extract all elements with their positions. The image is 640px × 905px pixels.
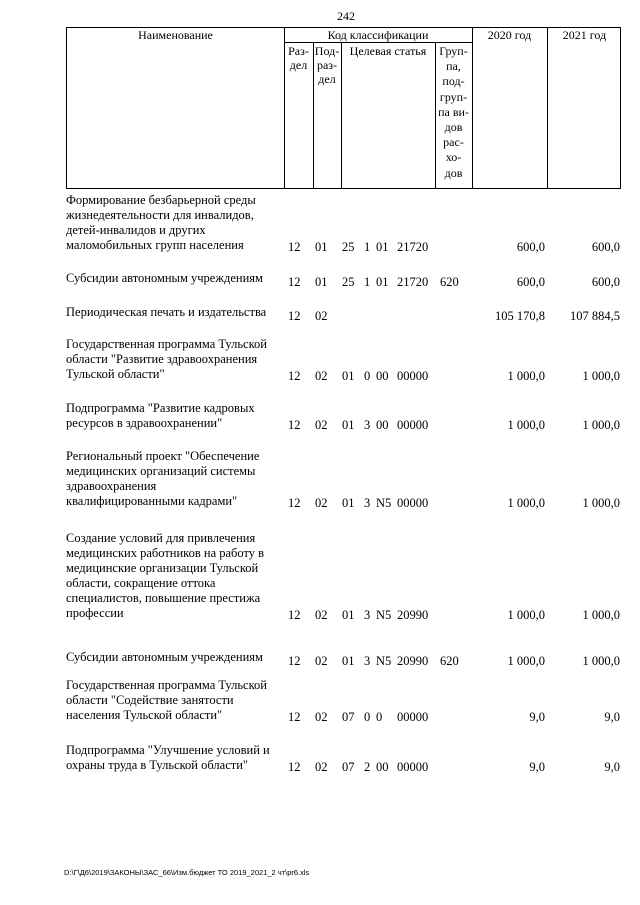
file-path-footer: D:\Г\Д6\2019\ЗАКОНЫ\ЗАС_66\Изм.бюджет ТО 2019_2021_2 чт\pr6.xls [64, 868, 310, 877]
cell-podrazdel: 02 [315, 369, 328, 383]
divider [547, 28, 548, 189]
header-subsection-line: раз- [316, 58, 338, 72]
cell-cs-program: 07 [342, 710, 355, 724]
header-expense-group-line: па, [446, 59, 461, 74]
cell-cs-program: 01 [342, 418, 355, 432]
cell-2021: 107 884,5 [570, 309, 620, 323]
cell-cs-event: N5 [376, 608, 392, 622]
cell-cs-subprogram: 3 [364, 654, 371, 668]
row-name: Государственная программа Тульской области "Развитие здравоохранения Тульской области" [66, 337, 267, 381]
cell-2021: 1 000,0 [582, 418, 620, 432]
cell-2020: 1 000,0 [507, 496, 545, 510]
cell-razdel: 12 [288, 418, 301, 432]
header-subsection [313, 44, 341, 86]
row-name: Подпрограмма "Развитие кадровых ресурсов в здравоохранении" [66, 401, 255, 430]
row-name: Субсидии автономным учреждениям [66, 271, 263, 285]
cell-cs-subprogram: 1 [364, 240, 371, 254]
cell-2021: 1 000,0 [582, 496, 620, 510]
cell-podrazdel: 02 [315, 418, 328, 432]
cell-2020: 600,0 [516, 275, 545, 289]
cell-cs-program: 25 [342, 240, 355, 254]
header-classification: Код классификации [327, 28, 429, 42]
cell-cs-direction: 20990 [397, 608, 429, 622]
cell-razdel: 12 [288, 369, 301, 383]
cell-cs-subprogram: 3 [364, 418, 371, 432]
cell-2021: 1 000,0 [582, 369, 620, 383]
cell-cs-program: 01 [342, 608, 355, 622]
cell-cs-direction: 21720 [397, 275, 429, 289]
cell-cs-event: 00 [376, 369, 389, 383]
cell-cs-subprogram: 1 [364, 275, 371, 289]
page-number: 242 [337, 9, 355, 23]
header-section-line: дел [289, 58, 308, 72]
header-expense-group-line: хо- [445, 150, 462, 165]
header-subsection-line: Под- [314, 44, 340, 58]
cell-cs-event: 00 [376, 418, 389, 432]
cell-cs-program: 07 [342, 760, 355, 774]
header-year-2020: 2020 год [487, 28, 532, 42]
cell-cs-program: 01 [342, 654, 355, 668]
header-target-article: Целевая статья [349, 44, 427, 58]
cell-2020: 1 000,0 [507, 654, 545, 668]
header-expense-group-line: груп- [439, 89, 468, 104]
cell-razdel: 12 [288, 654, 301, 668]
table-header [66, 27, 621, 189]
header-subsection-line: дел [318, 72, 336, 86]
cell-cs-direction: 00000 [397, 369, 429, 383]
cell-cs-direction: 00000 [397, 418, 429, 432]
cell-2020: 1 000,0 [507, 369, 545, 383]
cell-2021: 9,0 [604, 710, 620, 724]
cell-cs-event: N5 [376, 496, 392, 510]
divider [341, 42, 342, 189]
cell-cs-event: 01 [376, 240, 389, 254]
row-name: Региональный проект "Обеспечение медицинских организаций системы здравоохранения квалифицированными кадрами" [66, 449, 260, 508]
row-name: Государственная программа Тульской области "Содействие занятости населения Тульской области" [66, 678, 267, 722]
cell-cs-program: 25 [342, 275, 355, 289]
cell-2021: 9,0 [604, 760, 620, 774]
cell-cs-direction: 21720 [397, 240, 429, 254]
cell-cs-subprogram: 3 [364, 608, 371, 622]
cell-cs-subprogram: 0 [364, 369, 371, 383]
cell-2020: 105 170,8 [495, 309, 545, 323]
cell-podrazdel: 01 [315, 240, 328, 254]
cell-cs-direction: 00000 [397, 760, 429, 774]
cell-razdel: 12 [288, 275, 301, 289]
header-section-line: Раз- [288, 44, 309, 58]
cell-2020: 9,0 [529, 760, 545, 774]
header-expense-group-line: дов [444, 120, 463, 135]
cell-podrazdel: 01 [315, 275, 328, 289]
cell-cs-program: 01 [342, 496, 355, 510]
header-expense-group-line: па ви- [438, 104, 469, 119]
cell-razdel: 12 [288, 760, 301, 774]
cell-podrazdel: 02 [315, 760, 328, 774]
cell-cs-direction: 00000 [397, 710, 429, 724]
cell-podrazdel: 02 [315, 608, 328, 622]
cell-cs-direction: 00000 [397, 496, 429, 510]
cell-cs-event: 0 [376, 710, 383, 724]
cell-2020: 600,0 [516, 240, 545, 254]
cell-vr: 620 [440, 275, 459, 289]
header-year-2021: 2021 год [562, 28, 607, 42]
row-name: Создание условий для привлечения медицинских работников на работу в медицинские организации Тульской области, сокращение оттока специалистов, повышение престижа профессии [66, 531, 265, 620]
cell-2021: 600,0 [591, 240, 620, 254]
cell-podrazdel: 02 [315, 309, 328, 323]
cell-podrazdel: 02 [315, 496, 328, 510]
divider [284, 42, 472, 43]
cell-cs-subprogram: 3 [364, 496, 371, 510]
cell-razdel: 12 [288, 608, 301, 622]
cell-podrazdel: 02 [315, 654, 328, 668]
cell-razdel: 12 [288, 710, 301, 724]
row-name: Субсидии автономным учреждениям [66, 650, 263, 664]
cell-2020: 1 000,0 [507, 418, 545, 432]
header-expense-group [435, 44, 472, 181]
cell-vr: 620 [440, 654, 459, 668]
header-expense-group-line: под- [442, 74, 465, 89]
cell-razdel: 12 [288, 309, 301, 323]
cell-cs-event: 01 [376, 275, 389, 289]
divider [472, 28, 473, 189]
cell-2021: 600,0 [591, 275, 620, 289]
header-section [284, 44, 313, 72]
cell-cs-subprogram: 2 [364, 760, 371, 774]
header-expense-group-line: дов [444, 165, 463, 180]
cell-razdel: 12 [288, 496, 301, 510]
cell-2021: 1 000,0 [582, 654, 620, 668]
row-name: Периодическая печать и издательства [66, 305, 267, 319]
cell-2020: 9,0 [529, 710, 545, 724]
cell-2021: 1 000,0 [582, 608, 620, 622]
row-name: Подпрограмма "Улучшение условий и охраны труда в Тульской области" [66, 743, 270, 772]
cell-cs-direction: 20990 [397, 654, 429, 668]
header-expense-group-line: Груп- [439, 44, 468, 58]
header-expense-group-line: рас- [443, 135, 464, 150]
cell-podrazdel: 02 [315, 710, 328, 724]
header-name: Наименование [138, 28, 213, 42]
cell-cs-subprogram: 0 [364, 710, 371, 724]
cell-cs-event: 00 [376, 760, 389, 774]
row-name: Формирование безбарьерной среды жизнедеятельности для инвалидов, детей-инвалидов и других маломобильных групп населения [66, 193, 256, 252]
cell-cs-event: N5 [376, 654, 392, 668]
cell-2020: 1 000,0 [507, 608, 545, 622]
cell-cs-program: 01 [342, 369, 355, 383]
cell-razdel: 12 [288, 240, 301, 254]
